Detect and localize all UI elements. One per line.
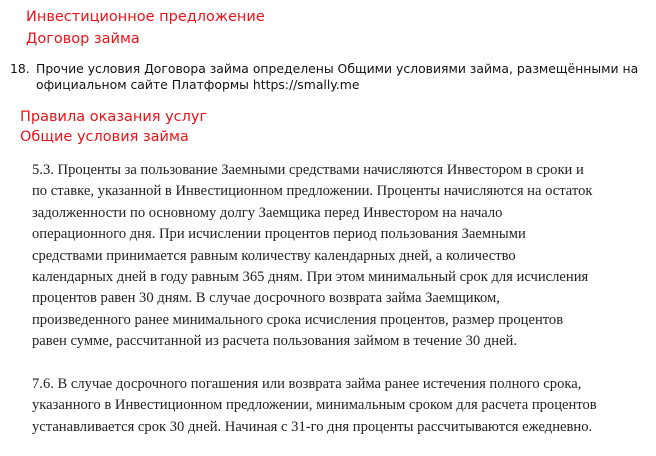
paragraph-line: средствами принимается равным количеству календарных дней, а количество — [32, 247, 516, 264]
paragraph-line: 7.6. В случае досрочного погашения или возврата займа ранее истечения полного срока, — [32, 376, 582, 392]
paragraph-line: задолженности по основному долгу Заемщика перед Инвестором на начало — [32, 204, 503, 221]
clause-18-number: 18. — [10, 61, 30, 76]
paragraph-line: 5.3. Проценты за пользование Заемными средствами начисляются Инвестором в сроки и — [32, 162, 584, 178]
clause-18-line: Прочие условия Договора займа определены Общими условиями займа, размещёнными на — [36, 61, 639, 76]
paragraph-line: устанавливается срок 30 дней. Начиная с 31-го дня проценты рассчитываются ежедневно. — [32, 418, 593, 435]
paragraph-line: указанного в Инвестиционном предложении, минимальным сроком для расчета процентов — [32, 397, 597, 414]
clause-18 — [10, 61, 650, 93]
paragraph-line: по ставке, указанной в Инвестиционном предложении. Проценты начисляются на остаток — [32, 183, 593, 200]
paragraph-7-6 — [32, 374, 644, 438]
clause-18-line: официальном сайте Платформы https://smally.me — [36, 77, 360, 92]
loan-agreement-link[interactable]: Договор займа — [26, 31, 140, 47]
paragraph-line: произведенного ранее минимального срока исчисления процентов, размер процентов — [32, 311, 564, 328]
rules-of-service-link[interactable]: Правила оказания услуг — [20, 109, 208, 125]
general-loan-conditions-link[interactable]: Общие условия займа — [20, 129, 189, 145]
paragraph-line: равен сумме, рассчитанной из расчета пользования займом в течение 30 дней. — [32, 333, 518, 350]
paragraph-line: операционного дня. При исчислении процентов период пользования Заемными — [32, 226, 526, 243]
paragraph-line: календарных дней в году равным 365 дням. При этом минимальный срок для исчисления — [32, 269, 589, 286]
paragraph-line: процентов равен 30 дням. В случае досрочного возврата займа Заемщиком, — [32, 290, 500, 307]
paragraph-5-3 — [32, 160, 644, 353]
investment-offer-link[interactable]: Инвестиционное предложение — [26, 9, 265, 25]
clause-18-text — [36, 61, 650, 93]
